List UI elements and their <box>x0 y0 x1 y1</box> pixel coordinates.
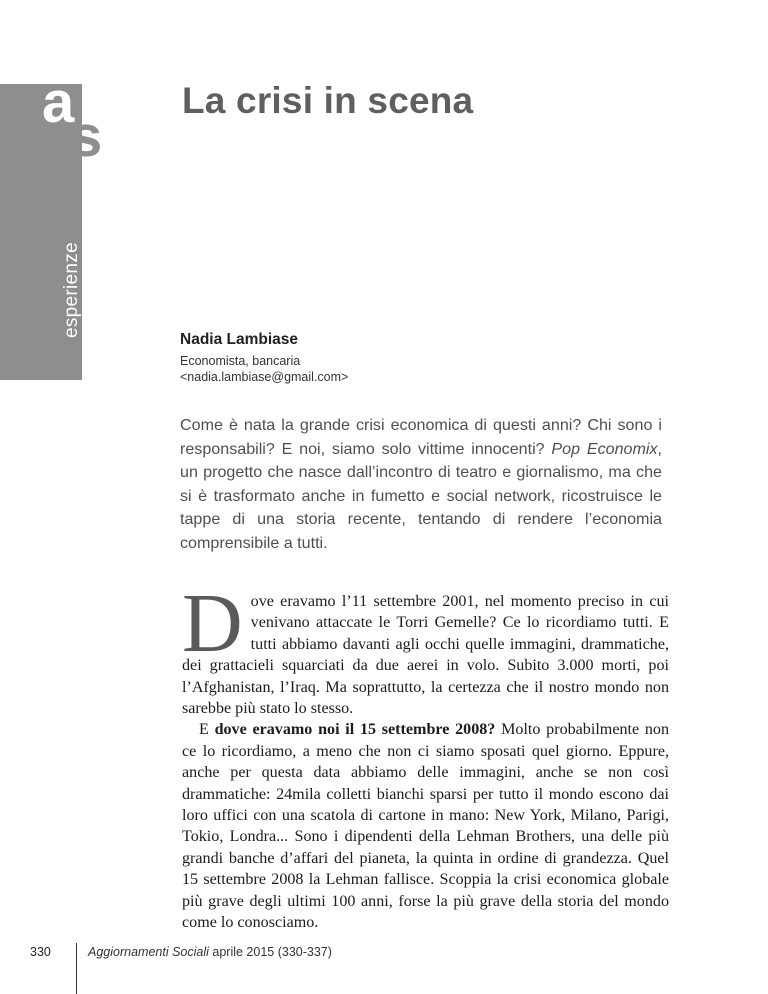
footer-divider <box>76 943 77 994</box>
paragraph-emphasis: dove eravamo noi il 15 settembre 2008? <box>214 721 496 739</box>
paragraph <box>182 719 669 933</box>
author-name: Nadia Lambiase <box>180 331 299 348</box>
section-label: esperienze <box>61 242 82 338</box>
journal-name: Aggiornamenti Sociali <box>88 945 209 959</box>
author-block <box>180 331 348 385</box>
page-number: 330 <box>30 945 51 959</box>
abstract-text: , un progetto che nasce dall’incontro di teatro e giornalismo, ma che si è trasformato anche in fumetto e social network, ricostruisce le tappe di una storia recente, tentando di rendere l’economia comprensibile a tutti. <box>180 439 662 552</box>
footer-citation <box>88 945 332 959</box>
svg-text:s: s <box>70 104 103 164</box>
author-email: <nadia.lambiase@gmail.com> <box>180 370 349 384</box>
author-role: Economista, bancaria <box>180 354 301 368</box>
article-title: La crisi in scena <box>182 80 474 121</box>
paragraph-text: ove eravamo l’11 settembre 2001, nel momento preciso in cui venivano attaccate le Torri Gemelle? Ce lo ricordiamo tutti. E tutti abbiamo davanti agli occhi quelle immagini, drammatiche, dei grattacieli squarciati da due aerei in volo. Subito 3.000 morti, poi l’Afghanistan, l’Iraq. Ma soprattutto, la certezza che il nostro mondo non sarebbe più stato lo stesso. <box>182 593 669 718</box>
issue-info: aprile 2015 (330-337) <box>208 945 332 959</box>
paragraph <box>182 577 669 719</box>
paragraph-text: Molto probabilmente non ce lo ricordiamo, a meno che non ci siamo sposati quel giorno. Eppure, anche per questa data abbiamo delle immagini, anche se non così drammatiche: 24mila colletti bianchi sparsi per tutto il mondo escono dai loro uffici con una scatola di cartone in mano: New York, Milano, Parigi, Tokio, Londra... Sono i dipendenti della Lehman Brothers, una delle più grandi banche d’affari del pianeta, la quinta in ordine di grandezza. Quel 15 settembre 2008 la Lehman fallisce. Scoppia la crisi economica globale più grave degli ultimi 100 anni, forse la più grave della storia del mondo come lo conosciamo. <box>182 721 669 932</box>
abstract-text: Come è nata la grande crisi economica di questi anni? Chi sono i responsabili? E noi, siamo solo vittime innocenti? <box>180 416 662 458</box>
abstract <box>180 414 662 555</box>
svg-text:a: a <box>42 76 75 135</box>
paragraph-text: E <box>199 721 215 739</box>
article-body <box>182 577 669 934</box>
project-name: Pop Economix <box>551 439 658 458</box>
drop-cap: D <box>182 577 243 670</box>
as-logo-icon <box>40 76 120 164</box>
